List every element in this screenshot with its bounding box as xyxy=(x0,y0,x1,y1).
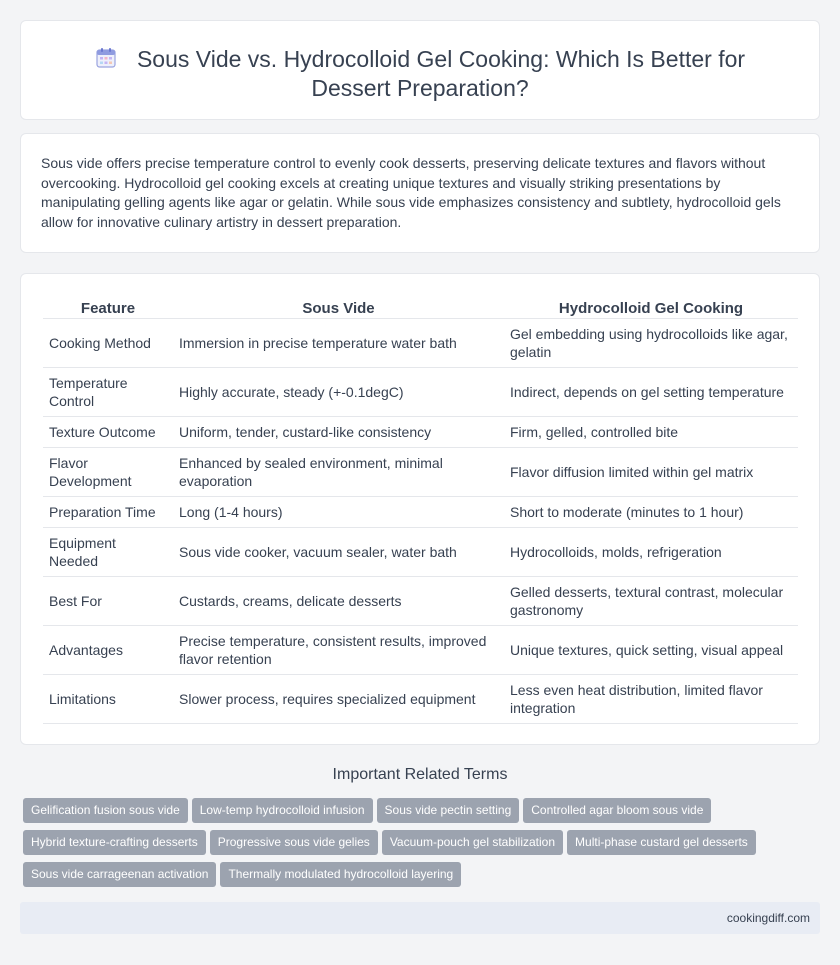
row-sous-vide: Immersion in precise temperature water bath xyxy=(173,319,504,368)
table-row xyxy=(43,319,798,368)
comparison-table xyxy=(43,294,798,724)
row-hydrocolloid: Unique textures, quick setting, visual appeal xyxy=(504,626,798,675)
row-feature: Best For xyxy=(43,577,173,626)
related-term-tag[interactable]: Sous vide carrageenan activation xyxy=(23,862,216,887)
row-feature: Flavor Development xyxy=(43,448,173,497)
row-sous-vide: Slower process, requires specialized equipment xyxy=(173,675,504,724)
table-row xyxy=(43,417,798,448)
related-term-tag[interactable]: Vacuum-pouch gel stabilization xyxy=(382,830,563,855)
row-hydrocolloid: Gel embedding using hydrocolloids like agar, gelatin xyxy=(504,319,798,368)
row-sous-vide: Enhanced by sealed environment, minimal evaporation xyxy=(173,448,504,497)
row-hydrocolloid: Firm, gelled, controlled bite xyxy=(504,417,798,448)
related-term-tag[interactable]: Sous vide pectin setting xyxy=(377,798,520,823)
table-row xyxy=(43,626,798,675)
row-sous-vide: Custards, creams, delicate desserts xyxy=(173,577,504,626)
row-sous-vide: Uniform, tender, custard-like consistency xyxy=(173,417,504,448)
title-line-2: Dessert Preparation? xyxy=(311,75,529,101)
calendar-icon xyxy=(95,47,117,69)
header-sous-vide: Sous Vide xyxy=(173,294,504,319)
header-card xyxy=(20,20,820,120)
related-term-tag[interactable]: Hybrid texture-crafting desserts xyxy=(23,830,206,855)
row-sous-vide: Precise temperature, consistent results, improved flavor retention xyxy=(173,626,504,675)
row-feature: Cooking Method xyxy=(43,319,173,368)
related-term-tag[interactable]: Low-temp hydrocolloid infusion xyxy=(192,798,373,823)
related-term-tag[interactable]: Progressive sous vide gelies xyxy=(210,830,378,855)
row-sous-vide: Highly accurate, steady (+-0.1degC) xyxy=(173,368,504,417)
related-terms-tags xyxy=(23,798,803,894)
table-row xyxy=(43,675,798,724)
row-sous-vide: Sous vide cooker, vacuum sealer, water bath xyxy=(173,528,504,577)
row-feature: Preparation Time xyxy=(43,497,173,528)
intro-text: Sous vide offers precise temperature control to evenly cook desserts, preserving delicate textures and flavors without overcooking. Hydrocolloid gel cooking excels at creating unique textures and visually striking presentations by manipulating gelling agents like agar or gelatin. While sous vide emphasizes consistency and subtlety, hydrocolloid gels allow for innovative culinary artistry in dessert preparation. xyxy=(41,155,781,230)
row-feature: Advantages xyxy=(43,626,173,675)
title-wrap xyxy=(21,45,819,103)
row-hydrocolloid: Gelled desserts, textural contrast, molecular gastronomy xyxy=(504,577,798,626)
table-row xyxy=(43,577,798,626)
page-title xyxy=(21,45,819,103)
footer xyxy=(20,902,820,934)
row-hydrocolloid: Less even heat distribution, limited flavor integration xyxy=(504,675,798,724)
row-feature: Limitations xyxy=(43,675,173,724)
row-hydrocolloid: Indirect, depends on gel setting temperature xyxy=(504,368,798,417)
row-hydrocolloid: Hydrocolloids, molds, refrigeration xyxy=(504,528,798,577)
table-row xyxy=(43,497,798,528)
footer-site-link[interactable]: cookingdiff.com xyxy=(726,911,810,925)
table-row xyxy=(43,368,798,417)
related-term-tag[interactable]: Gelification fusion sous vide xyxy=(23,798,188,823)
intro-card xyxy=(20,133,820,253)
header-feature: Feature xyxy=(43,294,173,319)
row-hydrocolloid: Flavor diffusion limited within gel matrix xyxy=(504,448,798,497)
row-hydrocolloid: Short to moderate (minutes to 1 hour) xyxy=(504,497,798,528)
row-sous-vide: Long (1-4 hours) xyxy=(173,497,504,528)
related-terms-title: Important Related Terms xyxy=(332,766,508,783)
related-term-tag[interactable]: Thermally modulated hydrocolloid layering xyxy=(220,862,461,887)
table-row xyxy=(43,528,798,577)
table-header-row xyxy=(43,294,798,319)
comparison-table-card xyxy=(20,273,820,745)
row-feature: Temperature Control xyxy=(43,368,173,417)
related-term-tag[interactable]: Controlled agar bloom sous vide xyxy=(523,798,711,823)
title-line-1: Sous Vide vs. Hydrocolloid Gel Cooking: Which Is Better for xyxy=(136,46,746,72)
header-hydrocolloid: Hydrocolloid Gel Cooking xyxy=(504,294,798,319)
table-row xyxy=(43,448,798,497)
row-feature: Texture Outcome xyxy=(43,417,173,448)
related-term-tag[interactable]: Multi-phase custard gel desserts xyxy=(567,830,756,855)
row-feature: Equipment Needed xyxy=(43,528,173,577)
